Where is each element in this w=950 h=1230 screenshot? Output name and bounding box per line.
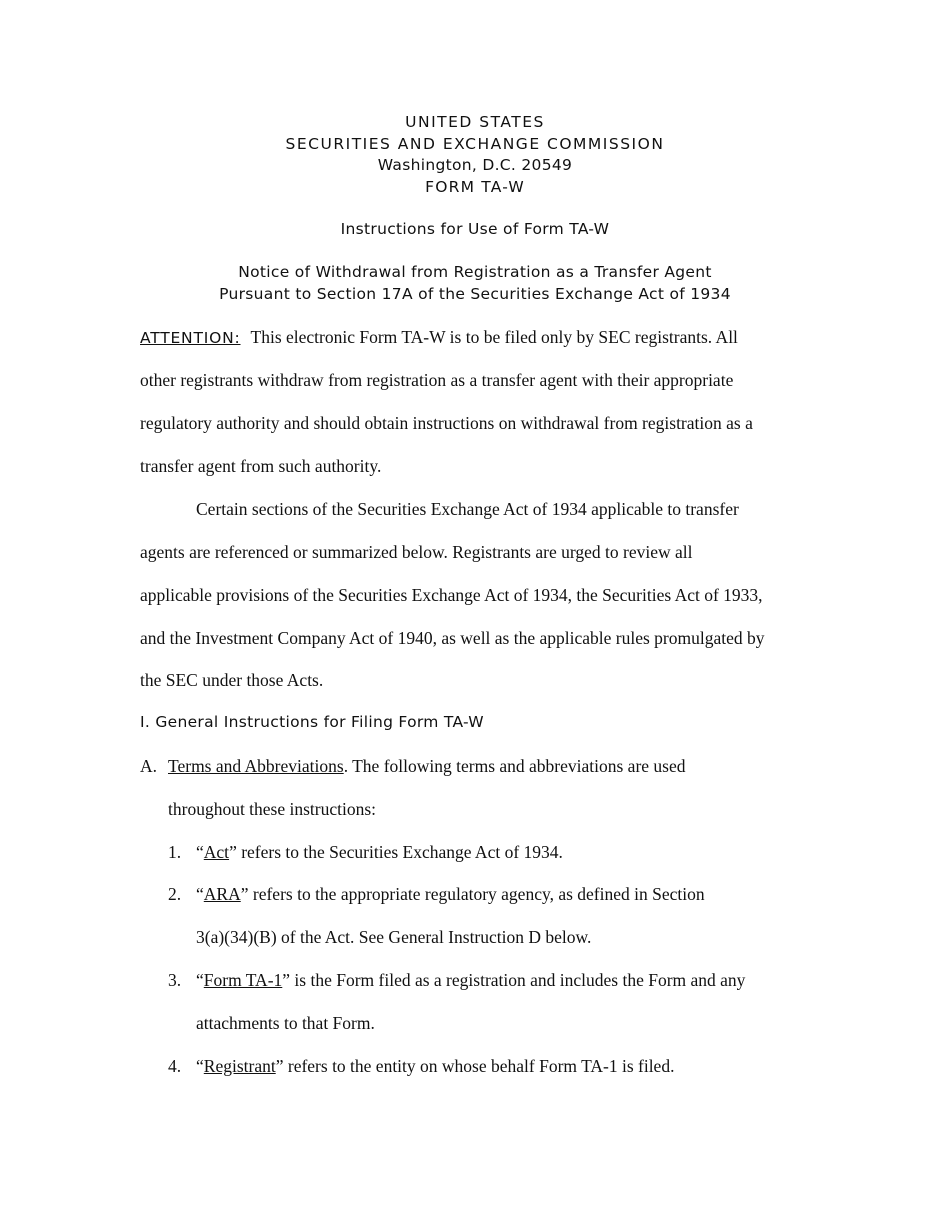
paragraph-line-3: applicable provisions of the Securities Exchange Act of 1934, the Securities Act of 1933, bbox=[140, 585, 763, 605]
item-3-text: ” is the Form filed as a registration and includes the Form and any bbox=[282, 970, 746, 990]
item-a-title: Terms and Abbreviations bbox=[168, 756, 344, 776]
item-3-open-quote: “ bbox=[196, 970, 204, 990]
header-address: Washington, D.C. 20549 bbox=[377, 156, 573, 174]
item-2-line-1 bbox=[196, 883, 705, 905]
item-2-number: 2. bbox=[168, 884, 182, 904]
notice-line-1: Notice of Withdrawal from Registration as a Transfer Agent bbox=[238, 263, 712, 281]
item-2-term: ARA bbox=[203, 884, 241, 904]
document-header bbox=[0, 112, 950, 198]
item-2-line-2: 3(a)(34)(B) of the Act. See General Instruction D below. bbox=[196, 927, 592, 947]
item-1-term: Act bbox=[203, 842, 230, 862]
paragraph-line-1: Certain sections of the Securities Exchange Act of 1934 applicable to transfer bbox=[196, 499, 739, 519]
item-1-line-1 bbox=[196, 841, 563, 863]
section-heading: I. General Instructions for Filing Form TA-W bbox=[140, 713, 484, 731]
item-3-number: 3. bbox=[168, 970, 182, 990]
paragraph-line-5: the SEC under those Acts. bbox=[140, 670, 324, 690]
header-agency: SECURITIES AND EXCHANGE COMMISSION bbox=[285, 134, 665, 153]
item-4-line-1 bbox=[196, 1055, 674, 1077]
item-1-open-quote: “ bbox=[196, 842, 204, 862]
paragraph-line-4: and the Investment Company Act of 1940, as well as the applicable rules promulgated by bbox=[140, 628, 765, 648]
item-4-number: 4. bbox=[168, 1056, 182, 1076]
notice-title bbox=[0, 262, 950, 305]
attention-text-1: This electronic Form TA-W is to be filed only by SEC registrants. All bbox=[250, 327, 738, 347]
item-3-line-1 bbox=[196, 969, 745, 991]
notice-line-2: Pursuant to Section 17A of the Securities Exchange Act of 1934 bbox=[219, 284, 731, 303]
item-4-open-quote: “ bbox=[196, 1056, 204, 1076]
item-4-term: Registrant bbox=[203, 1056, 276, 1076]
item-1-number: 1. bbox=[168, 842, 182, 862]
item-3-line-2: attachments to that Form. bbox=[196, 1013, 375, 1033]
item-3-term: Form TA-1 bbox=[203, 970, 283, 990]
attention-line-2: other registrants withdraw from registration as a transfer agent with their appropriate bbox=[140, 370, 734, 390]
item-a-text-1: . The following terms and abbreviations are used bbox=[343, 756, 686, 776]
item-2-open-quote: “ bbox=[196, 884, 204, 904]
item-a-marker: A. bbox=[140, 756, 158, 776]
paragraph-line-2: agents are referenced or summarized below. Registrants are urged to review all bbox=[140, 542, 693, 562]
instructions-title: Instructions for Use of Form TA-W bbox=[340, 220, 610, 238]
attention-line-4: transfer agent from such authority. bbox=[140, 456, 382, 476]
item-a-line-2: throughout these instructions: bbox=[168, 799, 377, 819]
item-4-text: ” refers to the entity on whose behalf Form TA-1 is filed. bbox=[275, 1056, 675, 1076]
attention-line-1 bbox=[140, 326, 738, 349]
item-1-text: ” refers to the Securities Exchange Act of 1934. bbox=[229, 842, 563, 862]
item-a-line-1 bbox=[168, 755, 686, 777]
item-2-text: ” refers to the appropriate regulatory agency, as defined in Section bbox=[240, 884, 705, 904]
attention-label: ATTENTION: bbox=[140, 329, 241, 347]
header-form-name: FORM TA-W bbox=[425, 177, 525, 196]
header-country: UNITED STATES bbox=[405, 113, 545, 131]
attention-line-3: regulatory authority and should obtain instructions on withdrawal from registration as a bbox=[140, 413, 753, 433]
